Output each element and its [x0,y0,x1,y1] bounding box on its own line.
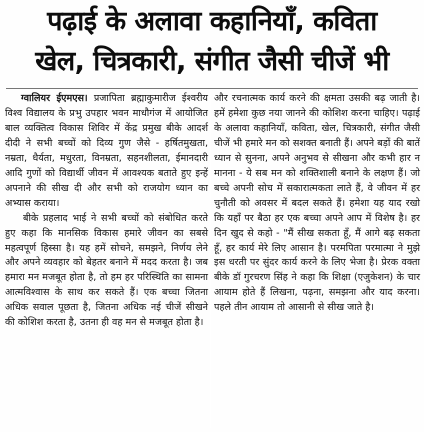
headline-divider [6,88,418,89]
dateline: ग्वालियर ईएमएस। [21,93,88,104]
paragraph-text: प्रजापिता ब्रह्माकुमारीज ईश्वरीय विश्व विद्यालय के प्रभु उपहार भवन माधौगंज में आयोजित बाल व्यक्तित्व विकास शिविर में केंद्र प्रमुख बीके आदर्श दीदी ने सभी बच्चों को दिव्य गुण जैसे - हर्षितमुखता, नम्रता, धैर्यता, मधुरता, विनम्रता, सहनशीलता, ईमानदारी आदि गुणों को विद्यार्थी जीवन में आवश्यक बताते हुए इन्हें अपनाने की सीख दी और सभी को राजयोग ध्यान का अभ्यास कराया। [5,93,209,209]
article-column-left [5,92,208,331]
article-paragraph: और रचनात्मक कार्य करने की क्षमता उसकी बढ़ जाती है। हमें हमेशा कुछ नया जानने की कोशिश करना चाहिए। पढ़ाई के अलावा कहानियाँ, कविता, खेल, चित्रकारी, संगीत जैसी चीजें भी हमारे मन को सशक्त बनाती हैं। अपने बड़ों की बातें ध्यान से सुनना, अपने अनुभव से सीखना और कभी हार न मानना - ये सब मन को शक्तिशाली बनाने के लक्षण हैं। जो बच्चे अपनी सोच में सकारात्मकता लाते हैं, वे जीवन में हर चुनौती को अवसर में बदल सकते हैं। हमेशा यह याद रखो कि यहाँ पर बैठा हर एक बच्चा अपने आप में विशेष है। हर दिन खुद से कहो - "मैं सीख सकता हूँ, मैं आगे बढ़ सकता हूँ, हर कार्य मेरे लिए आसान है। परमपिता परमात्मा ने मुझे इस धरती पर सुंदर कार्य करने के लिए भेजा है। प्रेरक वक्ता बीके डॉ गुरचरण सिंह ने कहा कि शिक्षा (एजुकेशन) के चार आयाम होते हैं लिखना, पढ़ना, समझना और याद करना। पहले तीन आयाम तो आसानी से सीख जाते है। [214,93,420,314]
article-column-right [214,92,420,316]
article-paragraph: बीके प्रहलाद भाई ने सभी बच्चों को संबोधित करते हुए कहा कि मानसिक विकास हमारे जीवन का सबसे महत्वपूर्ण हिस्सा है। यह हमें सोचने, समझने, निर्णय लेने और अपने व्यवहार को बेहतर बनाने में मदद करता है। जब हमारा मन मजबूत होता है, तो हम हर परिस्थिति का सामना आत्मविश्वास के साथ कर सकते हैं। एक बच्चा जितना अधिक सवाल पूछता है, जितना अधिक नई चीजें सीखने की कोशिश करता है, उतना ही वह मन से मजबूत होता है। [5,212,208,329]
column-gutter [210,92,211,428]
headline-line-2: खेल, चित्रकारी, संगीत जैसी चीजें भी [35,46,389,77]
headline-line-1: पढ़ाई के अलावा कहानियाँ, कविता [47,6,377,37]
article-paragraph [5,92,208,212]
